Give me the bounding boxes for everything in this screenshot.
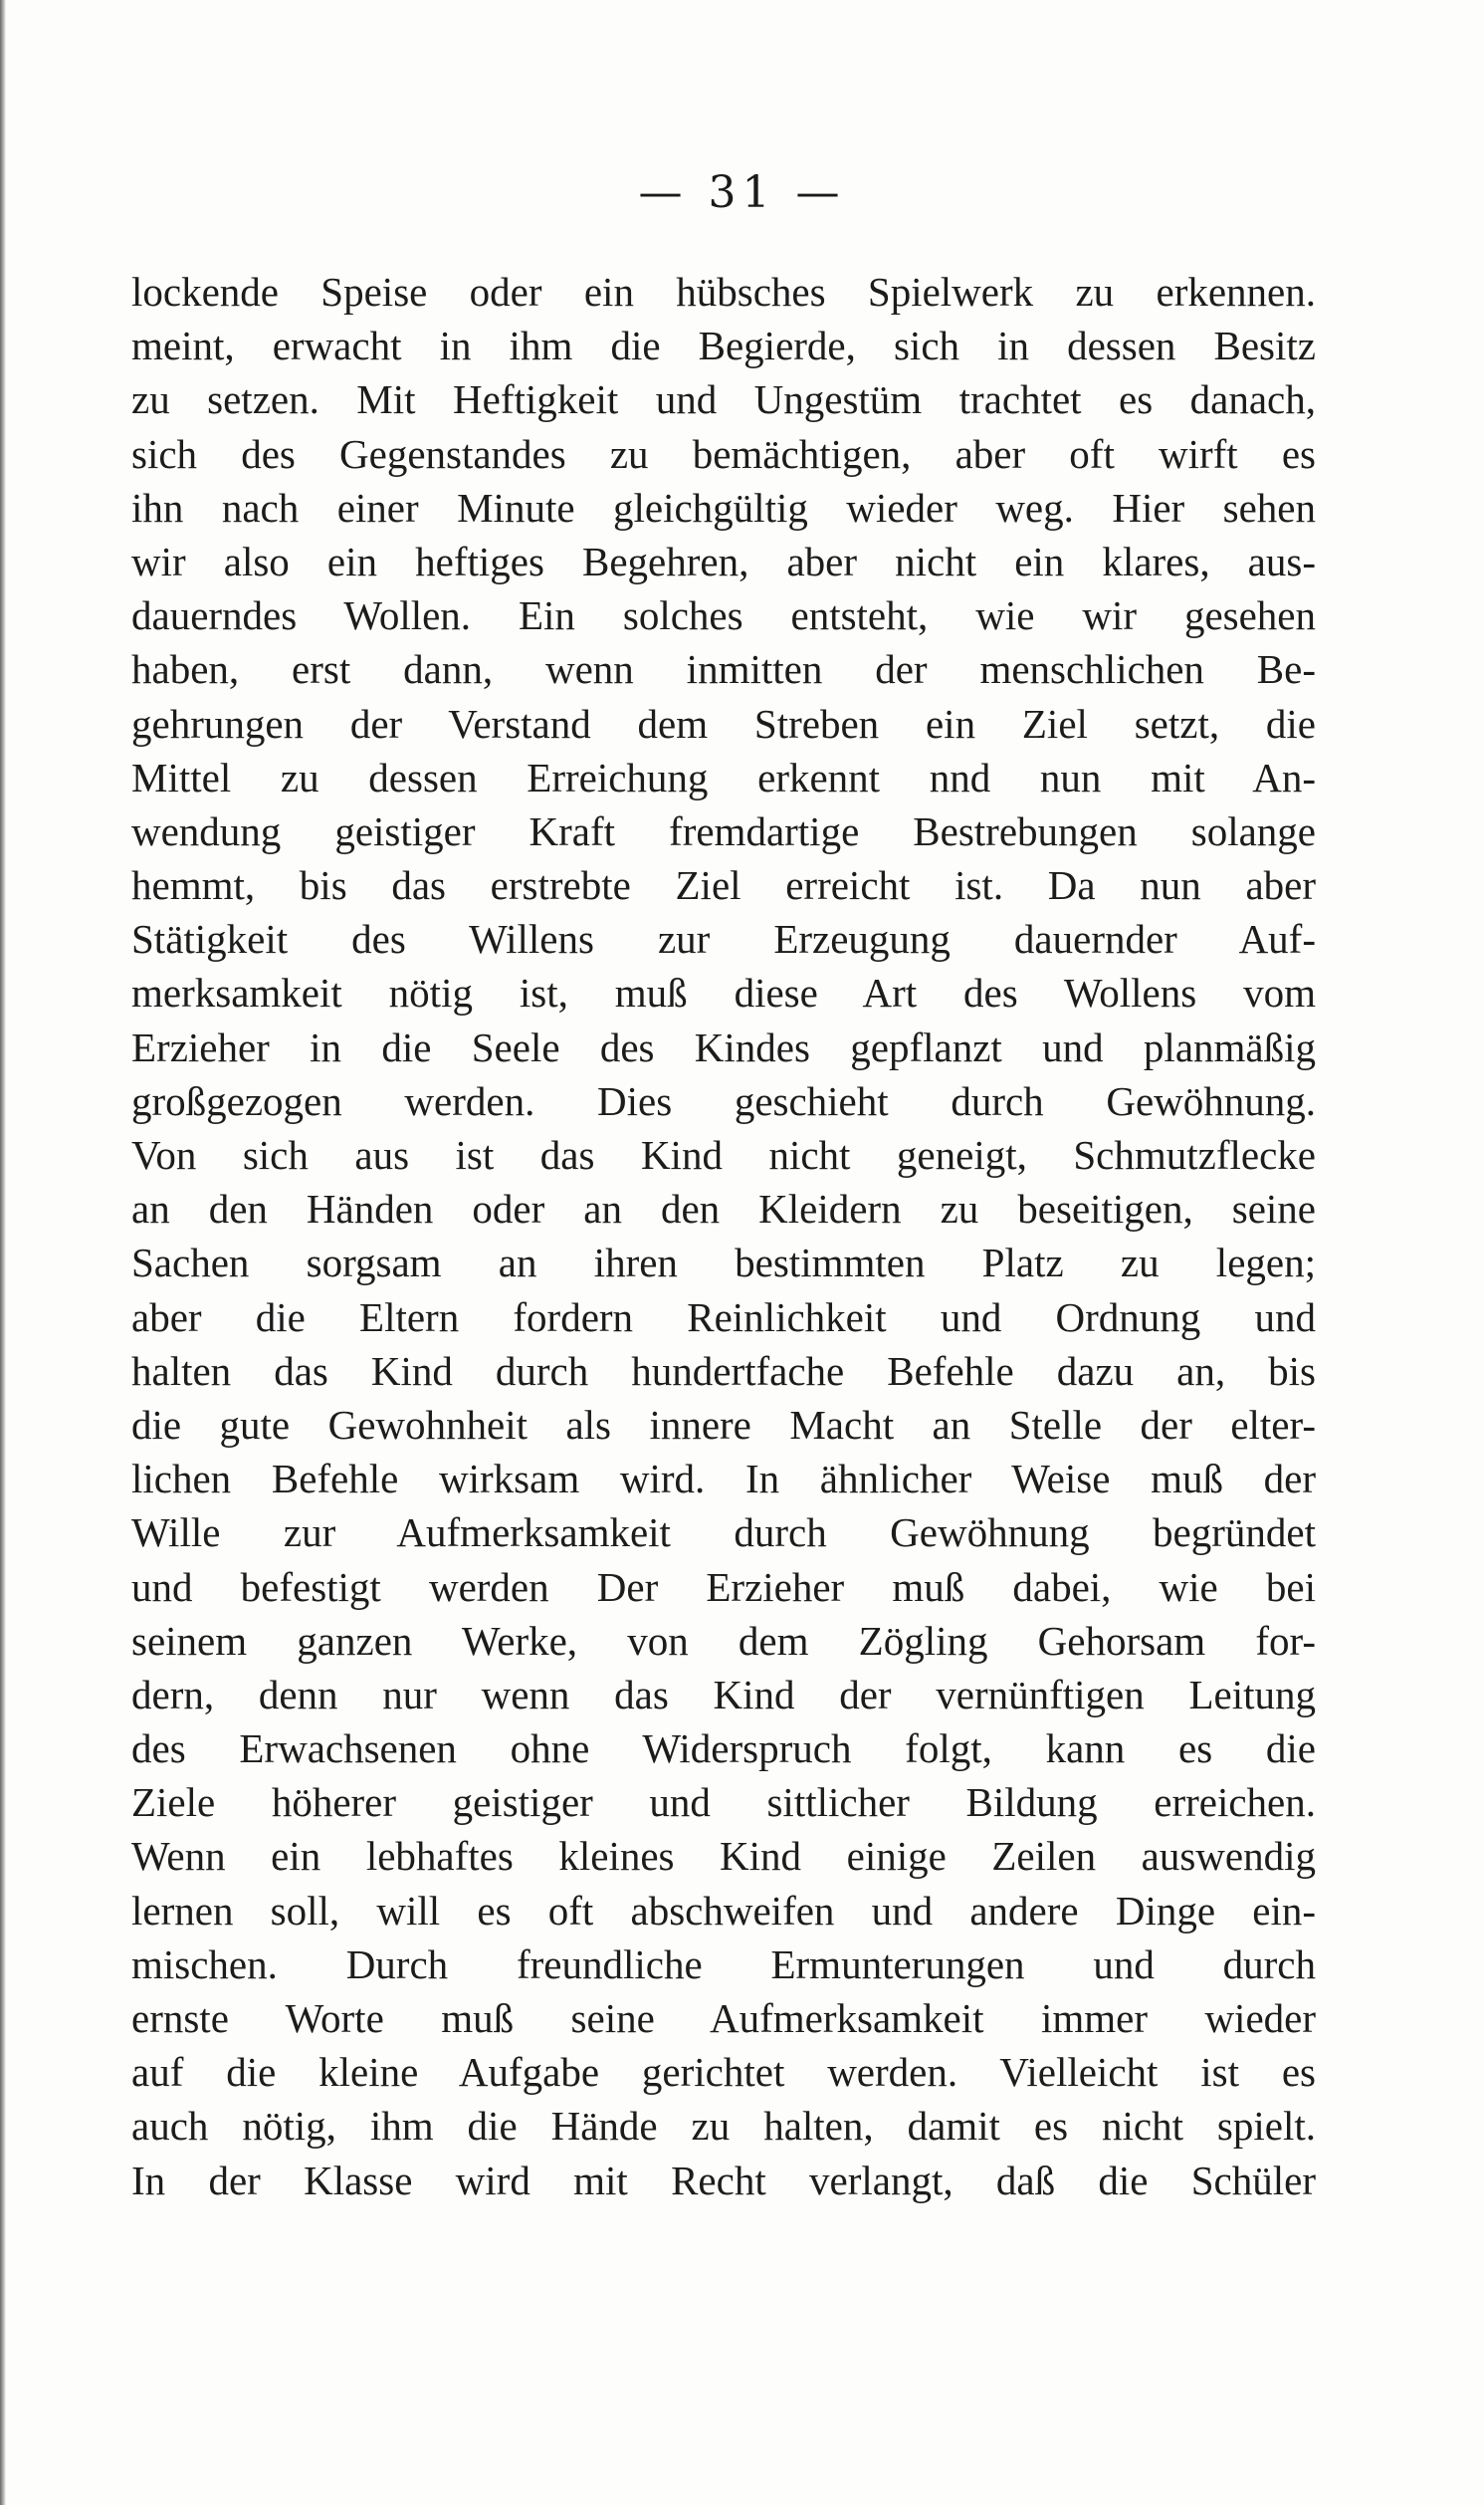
- text-line: auch nötig, ihm die Hände zu halten, damit es nicht spielt.: [131, 2103, 1316, 2150]
- page-binding-edge: [0, 0, 6, 2505]
- text-line: wir also ein heftiges Begehren, aber nicht ein klares, aus-: [131, 538, 1316, 584]
- text-line: und befestigt werden Der Erzieher muß dabei, wie bei: [131, 1563, 1316, 1610]
- text-line: Mittel zu dessen Erreichung erkennt nnd nun mit An-: [131, 754, 1316, 800]
- text-line: sich des Gegenstandes zu bemächtigen, aber oft wirft es: [131, 430, 1316, 477]
- text-line: seinem ganzen Werke, von dem Zögling Gehorsam for-: [131, 1617, 1316, 1664]
- text-line: Erzieher in die Seele des Kindes gepflanzt und planmäßig: [131, 1024, 1316, 1070]
- text-line: In der Klasse wird mit Recht verlangt, daß die Schüler: [131, 2157, 1316, 2203]
- text-line: Ziele höherer geistiger und sittlicher Bildung erreichen.: [131, 1779, 1316, 1826]
- text-line: die gute Gewohnheit als innere Macht an Stelle der elter-: [131, 1401, 1316, 1448]
- text-line: auf die kleine Aufgabe gerichtet werden. Vielleicht ist es: [131, 2049, 1316, 2096]
- text-line: Stätigkeit des Willens zur Erzeugung dauernder Auf-: [131, 916, 1316, 963]
- text-line: halten das Kind durch hundertfache Befehle dazu an, bis: [131, 1347, 1316, 1394]
- text-line: aber die Eltern fordern Reinlichkeit und Ordnung und: [131, 1293, 1316, 1340]
- page-number: — 31 —: [638, 167, 846, 218]
- text-line: dauerndes Wollen. Ein solches entsteht, wie wir gesehen: [131, 592, 1316, 639]
- text-line: gehrungen der Verstand dem Streben ein Ziel setzt, die: [131, 700, 1316, 747]
- text-line: hemmt, bis das erstrebte Ziel erreicht ist. Da nun aber: [131, 862, 1316, 909]
- text-line: Sachen sorgsam an ihren bestimmten Platz zu legen;: [131, 1240, 1316, 1286]
- text-line: meint, erwacht in ihm die Begierde, sich in dessen Besitz: [131, 323, 1316, 369]
- text-line: mischen. Durch freundliche Ermunterungen und durch: [131, 1940, 1316, 1987]
- text-line: ihn nach einer Minute gleichgültig wieder weg. Hier sehen: [131, 484, 1316, 531]
- text-line: merksamkeit nötig ist, muß diese Art des Wollens vom: [131, 970, 1316, 1017]
- text-line: dern, denn nur wenn das Kind der vernünftigen Leitung: [131, 1671, 1316, 1717]
- text-line: wendung geistiger Kraft fremdartige Bestrebungen solange: [131, 807, 1316, 854]
- text-line: großgezogen werden. Dies geschieht durch Gewöhnung.: [131, 1077, 1316, 1124]
- text-line: des Erwachsenen ohne Widerspruch folgt, kann es die: [131, 1725, 1316, 1772]
- text-line: haben, erst dann, wenn inmitten der menschlichen Be-: [131, 646, 1316, 693]
- text-line: zu setzen. Mit Heftigkeit und Ungestüm trachtet es danach,: [131, 376, 1316, 423]
- text-line: lockende Speise oder ein hübsches Spielwerk zu erkennen.: [131, 269, 1316, 315]
- text-line: lichen Befehle wirksam wird. In ähnlicher Weise muß der: [131, 1456, 1316, 1502]
- text-line: Von sich aus ist das Kind nicht geneigt, Schmutzflecke: [131, 1132, 1316, 1178]
- text-line: Wille zur Aufmerksamkeit durch Gewöhnung begründet: [131, 1509, 1316, 1556]
- text-line: ernste Worte muß seine Aufmerksamkeit immer wieder: [131, 1995, 1316, 2041]
- text-line: an den Händen oder an den Kleidern zu beseitigen, seine: [131, 1186, 1316, 1233]
- text-line: Wenn ein lebhaftes kleines Kind einige Zeilen auswendig: [131, 1833, 1316, 1880]
- body-text: [131, 265, 1316, 2207]
- text-line: lernen soll, will es oft abschweifen und andere Dinge ein-: [131, 1887, 1316, 1934]
